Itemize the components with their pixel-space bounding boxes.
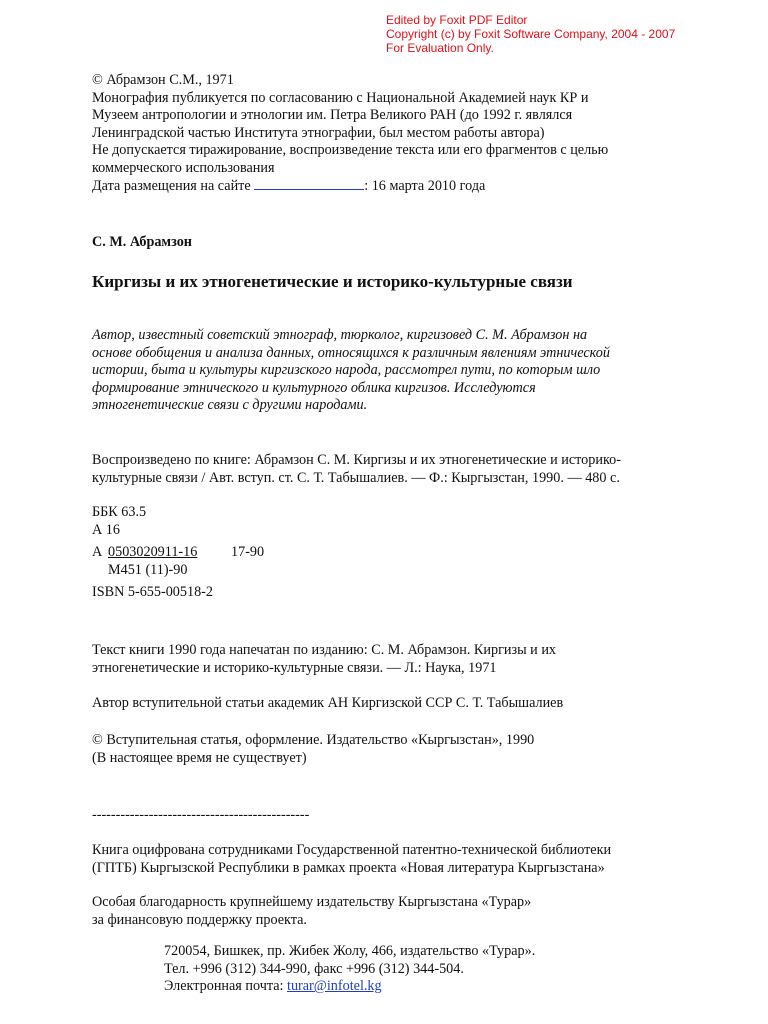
reproduced-line: культурные связи / Авт. вступ. ст. С. Т. Табышалиев. — Ф.: Кыргызстан, 1990. — 480 с. <box>92 469 620 486</box>
digitized-note <box>92 842 732 877</box>
watermark-line: Copyright (c) by Foxit Software Company, 2004 - 2007 <box>386 27 676 41</box>
abstract-line: основе обобщения и анализа данных, относящихся к различным явлениям этнической <box>92 344 610 361</box>
digitized-line: (ГПТБ) Кыргызской Республики в рамках проекта «Новая литература Кыргызстана» <box>92 859 605 876</box>
separator-line: ---------------------------------------------- <box>92 807 310 823</box>
pdf-editor-watermark <box>386 13 675 55</box>
intro-author: Автор вступительной статьи академик АН Киргизской ССР С. Т. Табышалиев <box>92 695 564 711</box>
code-top: 0503020911-16 <box>108 544 198 560</box>
author-sign: А 16 <box>92 521 120 538</box>
classification-line <box>92 544 732 562</box>
digitized-line: Книга оцифрована сотрудниками Государственной патентно-технической библиотеки <box>92 842 612 858</box>
date-value: : 16 марта 2010 года <box>364 178 486 194</box>
thanks-note <box>92 894 732 929</box>
code-letter: А <box>92 544 103 560</box>
watermark-line: For Evaluation Only. <box>386 41 494 55</box>
edition-line: (В настоящее время не существует) <box>92 749 307 766</box>
reproduced-line: Воспроизведено по книге: Абрамзон С. М. Киргизы и их этногенетические и историко- <box>92 452 621 468</box>
print-note-line: Текст книги 1990 года напечатан по изданию: С. М. Абрамзон. Киргизы и их <box>92 642 557 658</box>
catalog-codes <box>92 504 732 602</box>
thanks-line: за финансовую поддержку проекта. <box>92 911 307 928</box>
abstract-line: этногенетические связи с другими народами. <box>92 397 368 413</box>
copyright-line: коммерческого использования <box>92 159 275 176</box>
print-note-line: этногенетические и историко-культурные связи. — Л.: Наука, 1971 <box>92 659 497 676</box>
email-label: Электронная почта: <box>164 978 287 994</box>
watermark-line: Edited by Foxit PDF Editor <box>386 13 528 27</box>
copyright-line: Монография публикуется по согласованию с Национальной Академией наук КР и <box>92 89 589 106</box>
copyright-line: Не допускается тиражирование, воспроизведение текста или его фрагментов с целью <box>92 142 609 158</box>
blank-link-field[interactable] <box>254 177 364 190</box>
publisher-contacts <box>164 943 734 996</box>
print-note <box>92 642 732 677</box>
date-prefix: Дата размещения на сайте <box>92 178 255 194</box>
copyright-block <box>92 72 732 196</box>
bbk-code: ББК 63.5 <box>92 504 147 520</box>
code-bottom: М451 (11)-90 <box>108 561 188 578</box>
publisher-email-line <box>164 978 734 996</box>
book-title: Киргизы и их этногенетические и историко-культурные связи <box>92 272 573 291</box>
author-heading: С. М. Абрамзон <box>92 234 192 250</box>
publication-date-line <box>92 177 732 196</box>
thanks-line: Особая благодарность крупнейшему издательству Кыргызстана «Турар» <box>92 894 532 910</box>
book-abstract <box>92 327 732 415</box>
isbn: ISBN 5-655-00518-2 <box>92 584 213 600</box>
copyright-line: Ленинградской частью Института этнографии, был местом работы автора) <box>92 124 545 141</box>
publisher-address: 720054, Бишкек, пр. Жибек Жолу, 466, издательство «Турар». <box>164 943 536 959</box>
reproduced-from <box>92 452 732 487</box>
publisher-phones: Тел. +996 (312) 344-990, факс +996 (312) 344-504. <box>164 960 464 977</box>
edition-note <box>92 732 732 767</box>
code-year: 17-90 <box>231 544 265 560</box>
abstract-line: истории, быта и культуры киргизского народа, рассмотрел пути, по которым шло <box>92 362 601 378</box>
abstract-line: формирование этнического и культурного облика киргизов. Исследуются <box>92 379 536 396</box>
copyright-line: Музеем антропологии и этнологии им. Петра Великого РАН (до 1992 г. являлся <box>92 107 573 123</box>
email-link[interactable]: turar@infotel.kg <box>287 978 382 994</box>
abstract-line: Автор, известный советский этнограф, тюрколог, киргизовед С. М. Абрамзон на <box>92 327 588 343</box>
edition-line: © Вступительная статья, оформление. Издательство «Кыргызстан», 1990 <box>92 732 535 748</box>
copyright-line: © Абрамзон С.М., 1971 <box>92 72 234 88</box>
